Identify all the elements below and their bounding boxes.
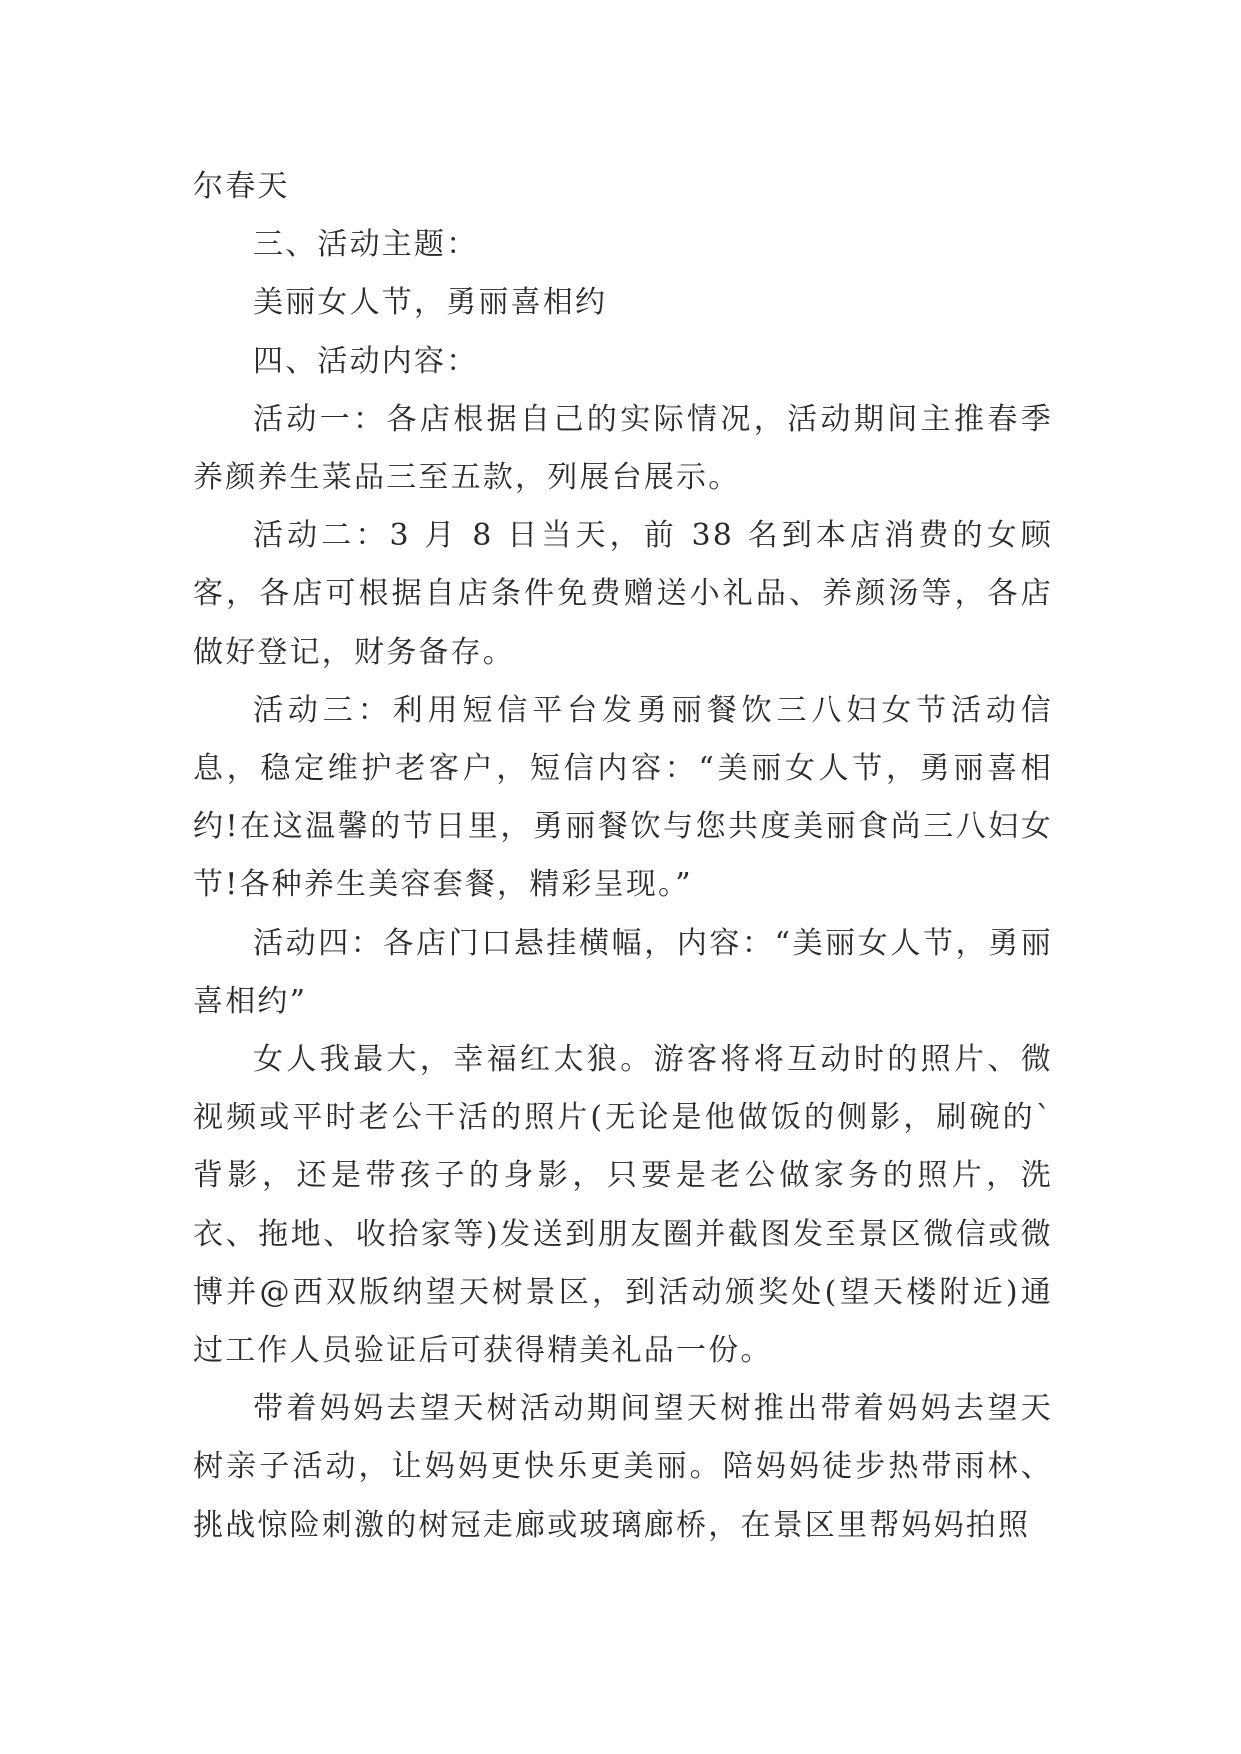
paragraph: 活动四：各店门口悬挂横幅，内容：“美丽女人节，勇丽喜相约” <box>193 925 1053 1019</box>
section-heading: 四、活动内容： <box>253 343 479 379</box>
paragraph: 尔春天 <box>193 169 290 204</box>
paragraph: 活动二：3 月 8 日当天，前 38 名到本店消费的女顾客，各店可根据自店条件免费赠送小礼品、养颜汤等，各店做好登记，财务备存。 <box>193 518 1053 670</box>
paragraph: 女人我最大，幸福红太狼。游客将将互动时的照片、微视频或平时老公干活的照片(无论是他做饭的侧影，刷碗的`背影，还是带孩子的身影，只要是老公做家务的照片，洗衣、拖地、收拾家等)发送到朋友圈并截图发至景区微信或微博并@西双版纳望天树景区，到活动颁奖处(望天楼附近)通过工作人员验证后可获得精美礼品一份。 <box>193 1042 1053 1369</box>
section-heading: 三、活动主题： <box>253 227 479 263</box>
document-body <box>193 158 1053 1555</box>
paragraph: 美丽女人节，勇丽喜相约 <box>253 285 608 321</box>
paragraph: 带着妈妈去望天树活动期间望天树推出带着妈妈去望天树亲子活动，让妈妈更快乐更美丽。陪妈妈徒步热带雨林、挑战惊险刺激的树冠走廊或玻璃廊桥，在景区里帮妈妈拍照 <box>193 1391 1053 1543</box>
paragraph: 活动三：利用短信平台发勇丽餐饮三八妇女节活动信息，稳定维护老客户，短信内容：“美丽女人节，勇丽喜相约!在这温馨的节日里，勇丽餐饮与您共度美丽食尚三八妇女节!各种养生美容套餐，精彩呈现。” <box>193 692 1053 903</box>
paragraph: 活动一：各店根据自己的实际情况，活动期间主推春季养颜养生菜品三至五款，列展台展示。 <box>193 401 1053 496</box>
